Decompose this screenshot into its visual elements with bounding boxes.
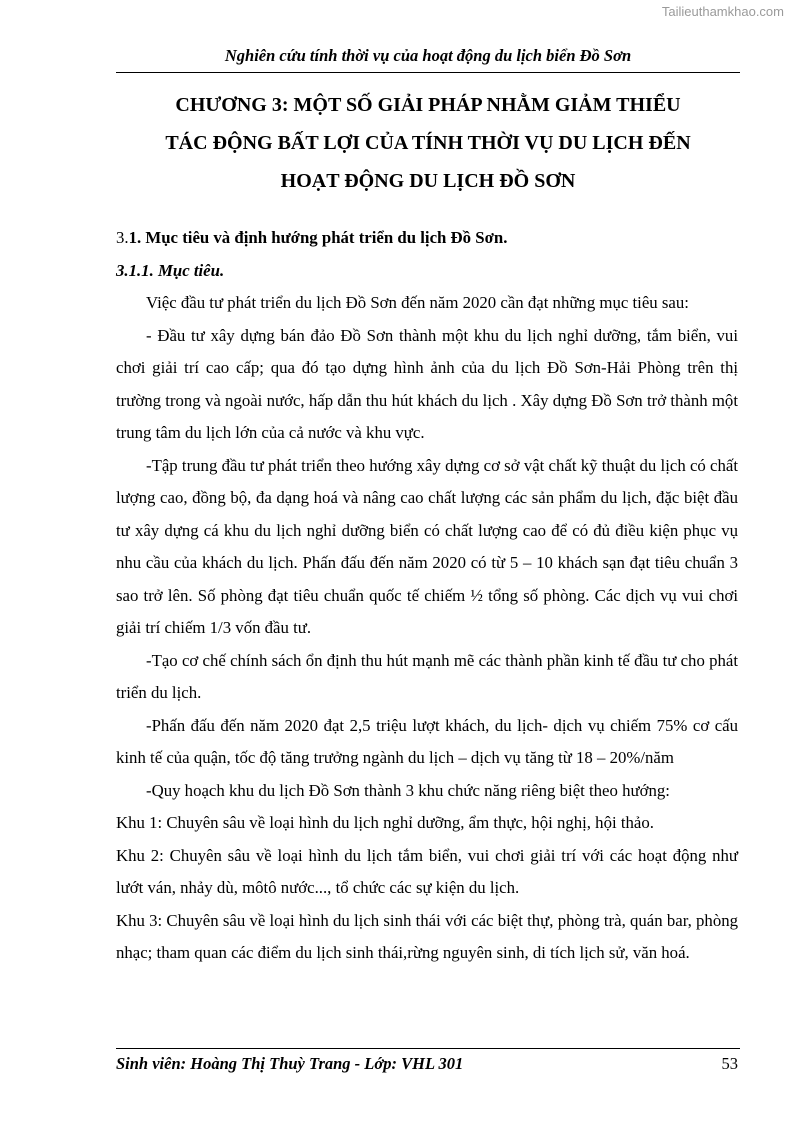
subsection-heading: 3.1.1. Mục tiêu. [116, 260, 225, 280]
chapter-title-line-1: CHƯƠNG 3: MỘT SỐ GIẢI PHÁP NHẰM GIẢM THIỂU [175, 94, 681, 116]
section-heading-text: 1. Mục tiêu và định hướng phát triển du lịch Đồ Sơn. [128, 228, 508, 247]
section-heading-prefix: 3. [116, 228, 129, 247]
paragraph-goal-3: -Tạo cơ chế chính sách ổn định thu hút mạnh mẽ các thành phần kinh tế đầu tư cho phát triển du lịch. [116, 650, 738, 702]
paragraph-intro: Việc đầu tư phát triển du lịch Đồ Sơn đến năm 2020 cần đạt những mục tiêu sau: [146, 293, 689, 312]
body-content [116, 222, 738, 970]
chapter-title-line-3: HOẠT ĐỘNG DU LỊCH ĐỒ SƠN [280, 170, 576, 192]
watermark: Tailieuthamkhao.com [661, 4, 784, 19]
section-heading [116, 222, 738, 255]
paragraph-goal-1: - Đầu tư xây dựng bán đảo Đồ Sơn thành một khu du lịch nghỉ dưỡng, tắm biển, vui chơi giải trí cao cấp; qua đó tạo dựng hình ảnh của du lịch Đồ Sơn-Hải Phòng trên thị trường trong và ngoài nước, hấp dẫn thu hút khách du lịch . Xây dựng Đồ Sơn trở thành một trung tâm du lịch lớn của cả nước và khu vực. [116, 325, 738, 442]
running-header: Nghiên cứu tính thời vụ của hoạt động du lịch biển Đồ Sơn [224, 46, 632, 65]
footer-student-info: Sinh viên: Hoàng Thị Thuỳ Trang - Lớp: VHL 301 [116, 1054, 464, 1073]
header-divider [116, 72, 740, 73]
page-number: 53 [721, 1054, 738, 1073]
paragraph-goal-4: -Phấn đấu đến năm 2020 đạt 2,5 triệu lượt khách, du lịch- dịch vụ chiếm 75% cơ cấu kinh tế của quận, tốc độ tăng trưởng ngành du lịch – dịch vụ tăng từ 18 – 20%/năm [116, 715, 738, 767]
zone-item-3: Khu 3: Chuyên sâu về loại hình du lịch sinh thái với các biệt thự, phòng trà, quán bar, phòng nhạc; tham quan các điểm du lịch sinh thái,rừng nguyên sinh, di tích lịch sử, văn hoá. [116, 910, 738, 962]
chapter-title [116, 86, 740, 200]
footer-divider [116, 1048, 740, 1049]
chapter-title-line-2: TÁC ĐỘNG BẤT LỢI CỦA TÍNH THỜI VỤ DU LỊCH ĐẾN [165, 132, 691, 154]
paragraph-goal-5: -Quy hoạch khu du lịch Đồ Sơn thành 3 khu chức năng riêng biệt theo hướng: [146, 780, 670, 800]
paragraph-goal-2: -Tập trung đầu tư phát triển theo hướng xây dựng cơ sở vật chất kỹ thuật du lịch có chất lượng cao, đồng bộ, đa dạng hoá và nâng cao chất lượng các sản phẩm du lịch, đặc biệt đầu tư xây dựng cá khu du lịch nghỉ dưỡng biển có chất lượng cao để có đủ điều kiện phục vụ nhu cầu của khách du lịch. Phấn đấu đến năm 2020 có từ 5 – 10 khách sạn đạt tiêu chuẩn 3 sao trở lên. Số phòng đạt tiêu chuẩn quốc tế chiếm ½ tổng số phòng. Các dịch vụ vui chơi giải trí chiếm 1/3 vốn đầu tư. [116, 455, 738, 637]
zone-item-2: Khu 2: Chuyên sâu về loại hình du lịch tắm biển, vui chơi giải trí với các hoạt động như lướt ván, nhảy dù, môtô nước..., tổ chức các sự kiện du lịch. [116, 845, 738, 897]
zone-item-1: Khu 1: Chuyên sâu về loại hình du lịch nghỉ dưỡng, ẩm thực, hội nghị, hội thảo. [116, 813, 654, 832]
page-footer [116, 1054, 738, 1074]
